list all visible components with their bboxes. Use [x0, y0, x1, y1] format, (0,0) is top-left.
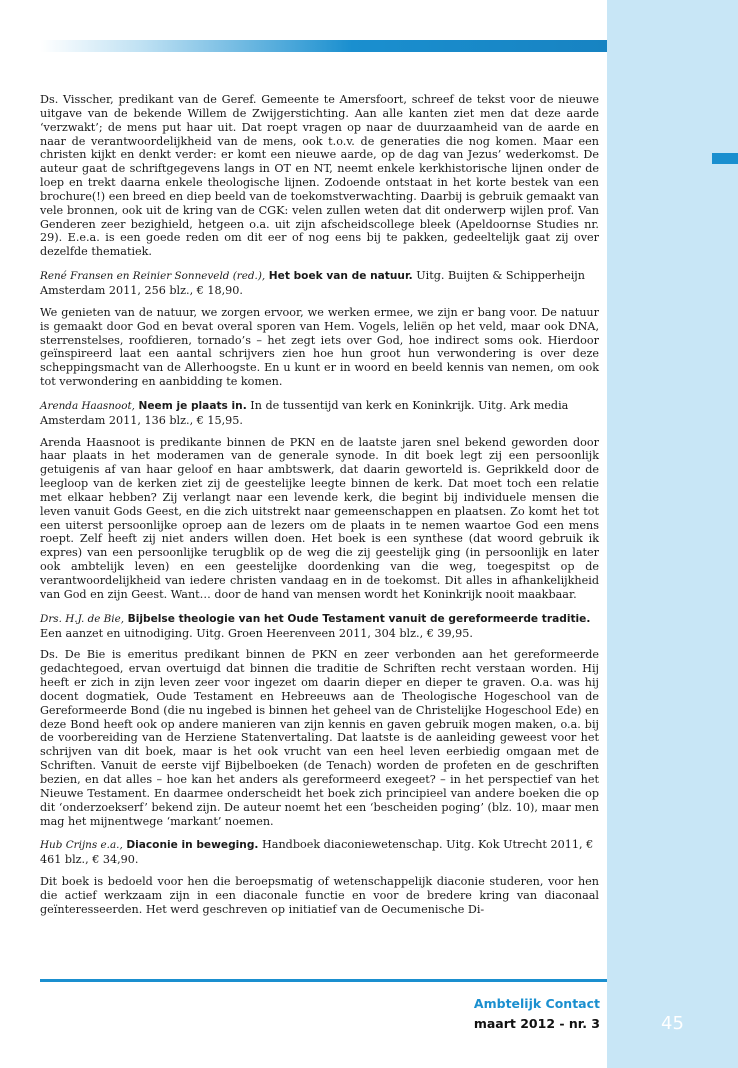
book-title: Neem je plaats in. — [138, 399, 247, 412]
book-heading — [40, 838, 599, 867]
review-text: Dit boek is bedoeld voor hen die beroepsmatig of wetenschappelijk diaconie studeren, voor hen die actief werkzaam zijn in een diaconale functie en voor de bredere kring van diaconaal geïnteresseerden. Het werd geschreven op initiatief van de Oecumenische Di- — [40, 875, 599, 916]
book-author: Hub Crijns e.a., — [40, 839, 123, 852]
book-author: Drs. H.J. de Bie, — [40, 612, 125, 625]
book-details: In de tussentijd van kerk en Koninkrijk. Uitg. Ark media Amsterdam 2011, 136 blz., € 15,95. — [40, 398, 569, 427]
header-gradient-bar — [40, 40, 607, 52]
book-details: Handboek diaconiewetenschap. Uitg. Kok Utrecht 2011, € 461 blz., € 34,90. — [40, 838, 594, 867]
book-heading — [40, 612, 599, 641]
sidebar-tab-marker — [712, 153, 738, 164]
review-text: Ds. Visscher, predikant van de Geref. Gemeente te Amersfoort, schreef de tekst voor de nieuwe uitgave van de bekende Willem de Zwijgerstichting. Aan alle kanten ziet men dat deze aarde ‘verzwakt’; de mens put haar uit. Dat roept vragen op naar de duurzaamheid van de aarde en naar de verantwoordelijkheid van de mens, ook t.o.v. de generaties die nog komen. Maar een christen kijkt en denkt verder: er komt een nieuwe aarde, op de dag van Jezus’ wederkomst. De auteur gaat de schriftgegevens langs in OT en NT, neemt enkele kerkhistorische lijnen onder de loep en trekt daarna enkele theologische lijnen. Zodoende ontstaat in het korte bestek van een brochure(!) een breed en diep beeld van de toekomstverwachting. Daarbij is gebruik gemaakt van vele bronnen, ook uit de kring van de CGK: velen zullen weten dat dit onderwerp wijlen prof. Van Genderen zeer bezighield, hetgeen o.a. uit zijn afscheidscollege bleek (Apeldoornse Studies nr. 29). E.e.a. is een goede reden om dit eer of nog eens bij te pakken, gedeeltelijk gaat zij over dezelfde thematiek. — [40, 93, 599, 259]
review-text: We genieten van de natuur, we zorgen ervoor, we werken ermee, we zijn er bang voor. De natuur is gemaakt door God en bevat overal sporen van Hem. Vogels, leliën op het veld, maar ook DNA, sterrenstelses, roofdieren, tornado’s – het zegt iets over God, hoe indirect soms ook. Hierdoor geïnspireerd laat een aantal schrijvers zien hoe hun groot hun verwondering is over deze scheppingsmacht van de Allerhoogste. En u kunt er in woord en beeld kennis van nemen, om ook tot verwondering en aanbidding te komen. — [40, 305, 599, 389]
book-heading — [40, 399, 599, 428]
book-heading — [40, 269, 599, 298]
book-title: Bijbelse theologie van het Oude Testament vanuit de gereformeerde traditie. — [127, 612, 591, 625]
book-details: Een aanzet en uitnodiging. Uitg. Groen Heerenveen 2011, 304 blz., € 39,95. — [40, 626, 473, 640]
book-author: Arenda Haasnoot, — [40, 399, 135, 412]
book-author: René Fransen en Reinier Sonneveld (red.), — [40, 270, 266, 283]
magazine-name: Ambtelijk Contact — [473, 996, 600, 1011]
book-details: Uitg. Buijten & Schipperheijn Amsterdam 2011, 256 blz., € 18,90. — [40, 269, 585, 297]
page-number: 45 — [661, 1013, 684, 1034]
footer-rule — [40, 979, 607, 982]
issue-info: maart 2012 - nr. 3 — [473, 1016, 600, 1031]
article-body — [40, 93, 599, 927]
review-text: Ds. De Bie is emeritus predikant binnen de PKN en zeer verbonden aan het gereformeerde gedachtegoed, ervan overtuigd dat binnen die traditie de Schriften recht verstaan worden. Hij heeft er zich in zijn leven zeer voor ingezet om daarin dieper en dieper te graven. O.a. was hij docent dogmatiek, Oude Testament en Hebreeuws aan de Theologische Hogeschool van de Gereformeerde Bond (die nu ingebed is binnen het geheel van de Christelijke Hogeschool Ede) en deze Bond heeft ook op andere manieren van zijn kennis en gaven gebruik mogen maken, o.a. bij de voorbereiding van de Herziene Statenvertaling. Dat laatste is de aanleiding geweest voor het schrijven van dit boek, maar is het ook vrucht van een heel leven eerbiedig omgaan met de Schriften. Vanuit de eerste vijf Bijbelboeken (de Tenach) worden de profeten en de geschriften bezien, en dat alles – hoe kan het anders als gereformeerd exegeet? – in het perspectief van het Nieuwe Testament. En daarmee onderscheidt het boek zich principieel van andere boeken die op dit ‘onderzoekserf’ bekend zijn. De auteur noemt het een ‘bescheiden poging’ (blz. 10), maar men mag het mijnentwege ‘markant’ noemen. — [40, 648, 599, 828]
review-text: Arenda Haasnoot is predikante binnen de PKN en de laatste jaren snel bekend geworden door haar plaats in het moderamen van de generale synode. In dit boek legt zij een persoonlijk getuigenis af van haar geloof en haar ambtswerk, dat daarin geworteld is. Geprikkeld door de leegloop van de kerken ziet zij de geestelijke leegte binnen de kerk. Dat moet toch een relatie met elkaar hebben? Zij verlangt naar een levende kerk, die begint bij individuele mensen die leven vanuit Gods Geest, en die zich uitstrekt naar gemeenschappen en plaatsen. Zo komt het tot een uiterst persoonlijke oproep aan de lezers om de plaats in te nemen waartoe God een mens roept. Zelf heeft zij niet anders willen doen. Het boek is een synthese (dat woord gebruik ik expres) van een persoonlijke terugblik op de weg die zij geestelijk ging (in persoonlijk en later ook ambtelijk leven) en een geestelijke doordenking van die weg, toegespitst op de verantwoordelijkheid van iedere christen vandaag en in de toekomst. Dit alles in afhankelijkheid van God en zijn Geest. Want… door de hand van mensen wordt het Koninkrijk nooit maakbaar. — [40, 435, 599, 601]
book-title: Het boek van de natuur. — [268, 270, 413, 283]
book-title: Diaconie in beweging. — [126, 839, 259, 852]
